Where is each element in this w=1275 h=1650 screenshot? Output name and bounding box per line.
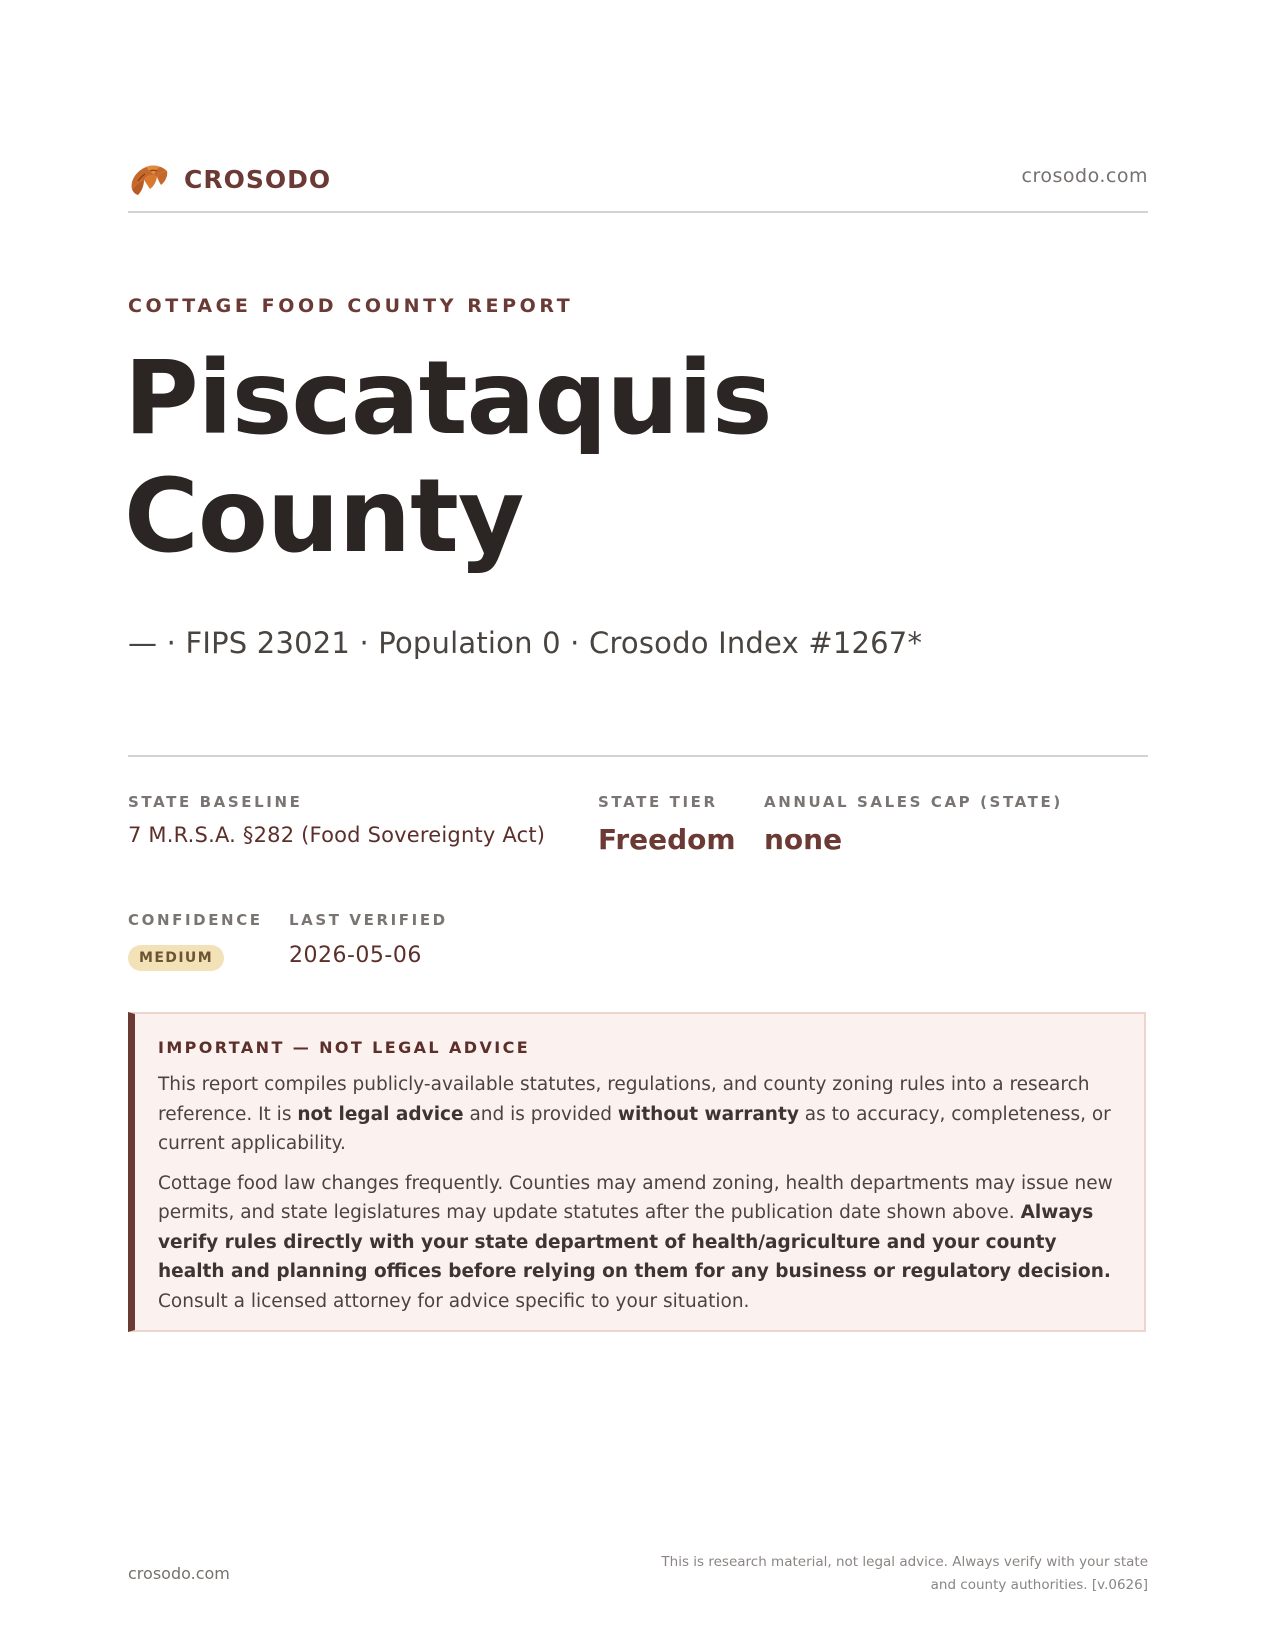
footer-site-link[interactable]: crosodo.com [128,1564,230,1583]
report-page [124,0,1148,1650]
notice-p1-text-b: and is provided [463,1103,618,1125]
header-site-link[interactable]: crosodo.com [1021,165,1148,187]
state-tier-value: Freedom [598,823,736,856]
state-baseline-field [128,793,545,847]
brand-name: CROSODO [184,164,332,194]
last-verified-field [289,911,448,968]
last-verified-label: LAST VERIFIED [289,911,448,929]
notice-body [158,1070,1118,1326]
report-kicker: COTTAGE FOOD COUNTY REPORT [128,295,574,317]
legal-notice [128,1012,1146,1332]
page-title [124,340,1144,576]
notice-p1-emphasis-b: without warranty [617,1103,799,1125]
notice-title: IMPORTANT — NOT LEGAL ADVICE [158,1038,531,1057]
notice-p2-text-b: Consult a licensed attorney for advice specific to your situation. [158,1290,750,1312]
section-divider [128,755,1148,757]
confidence-field [128,911,263,971]
notice-p1-text-c: as to accuracy, completeness, or current applicability. [158,1103,1111,1154]
report-subtitle: — · FIPS 23021 · Population 0 · Crosodo Index #1267* [128,626,923,660]
page-header [128,155,1148,213]
state-tier-field [598,793,736,856]
sales-cap-value: none [764,823,843,856]
state-baseline-value: 7 M.R.S.A. §282 (Food Sovereignty Act) [128,823,546,847]
notice-p1-emphasis-a: not legal advice [297,1103,464,1125]
title-line-1: Piscataquis [124,339,772,458]
notice-paragraph-1 [158,1070,1118,1159]
confidence-badge: MEDIUM [128,945,224,971]
notice-p2-text-a: Cottage food law changes frequently. Counties may amend zoning, health departments may issue new permits, and state legislatures may update statutes after the publication date shown above. [158,1172,1113,1223]
notice-paragraph-2 [158,1169,1118,1317]
notice-p1-text-a: This report compiles publicly-available statutes, regulations, and county zoning rules into a research reference. It is [158,1074,1090,1125]
title-line-2: County [124,457,524,576]
notice-p2-emphasis: Always verify rules directly with your state department of health/agriculture and your county health and planning offices before relying on them for any business or regulatory decision. [158,1202,1111,1282]
state-baseline-label: STATE BASELINE [128,793,303,811]
brand[interactable] [128,159,331,199]
sales-cap-label: ANNUAL SALES CAP (STATE) [764,793,1063,811]
last-verified-value: 2026-05-06 [289,943,422,968]
footer-disclaimer-line-2: and county authorities. [v.0626] [930,1577,1148,1593]
state-tier-label: STATE TIER [598,793,718,811]
sales-cap-field [764,793,1063,856]
croissant-icon [128,159,170,199]
footer-disclaimer-line-1: This is research material, not legal advice. Always verify with your state [661,1554,1148,1570]
confidence-label: CONFIDENCE [128,911,263,929]
footer-disclaimer [628,1551,1148,1597]
